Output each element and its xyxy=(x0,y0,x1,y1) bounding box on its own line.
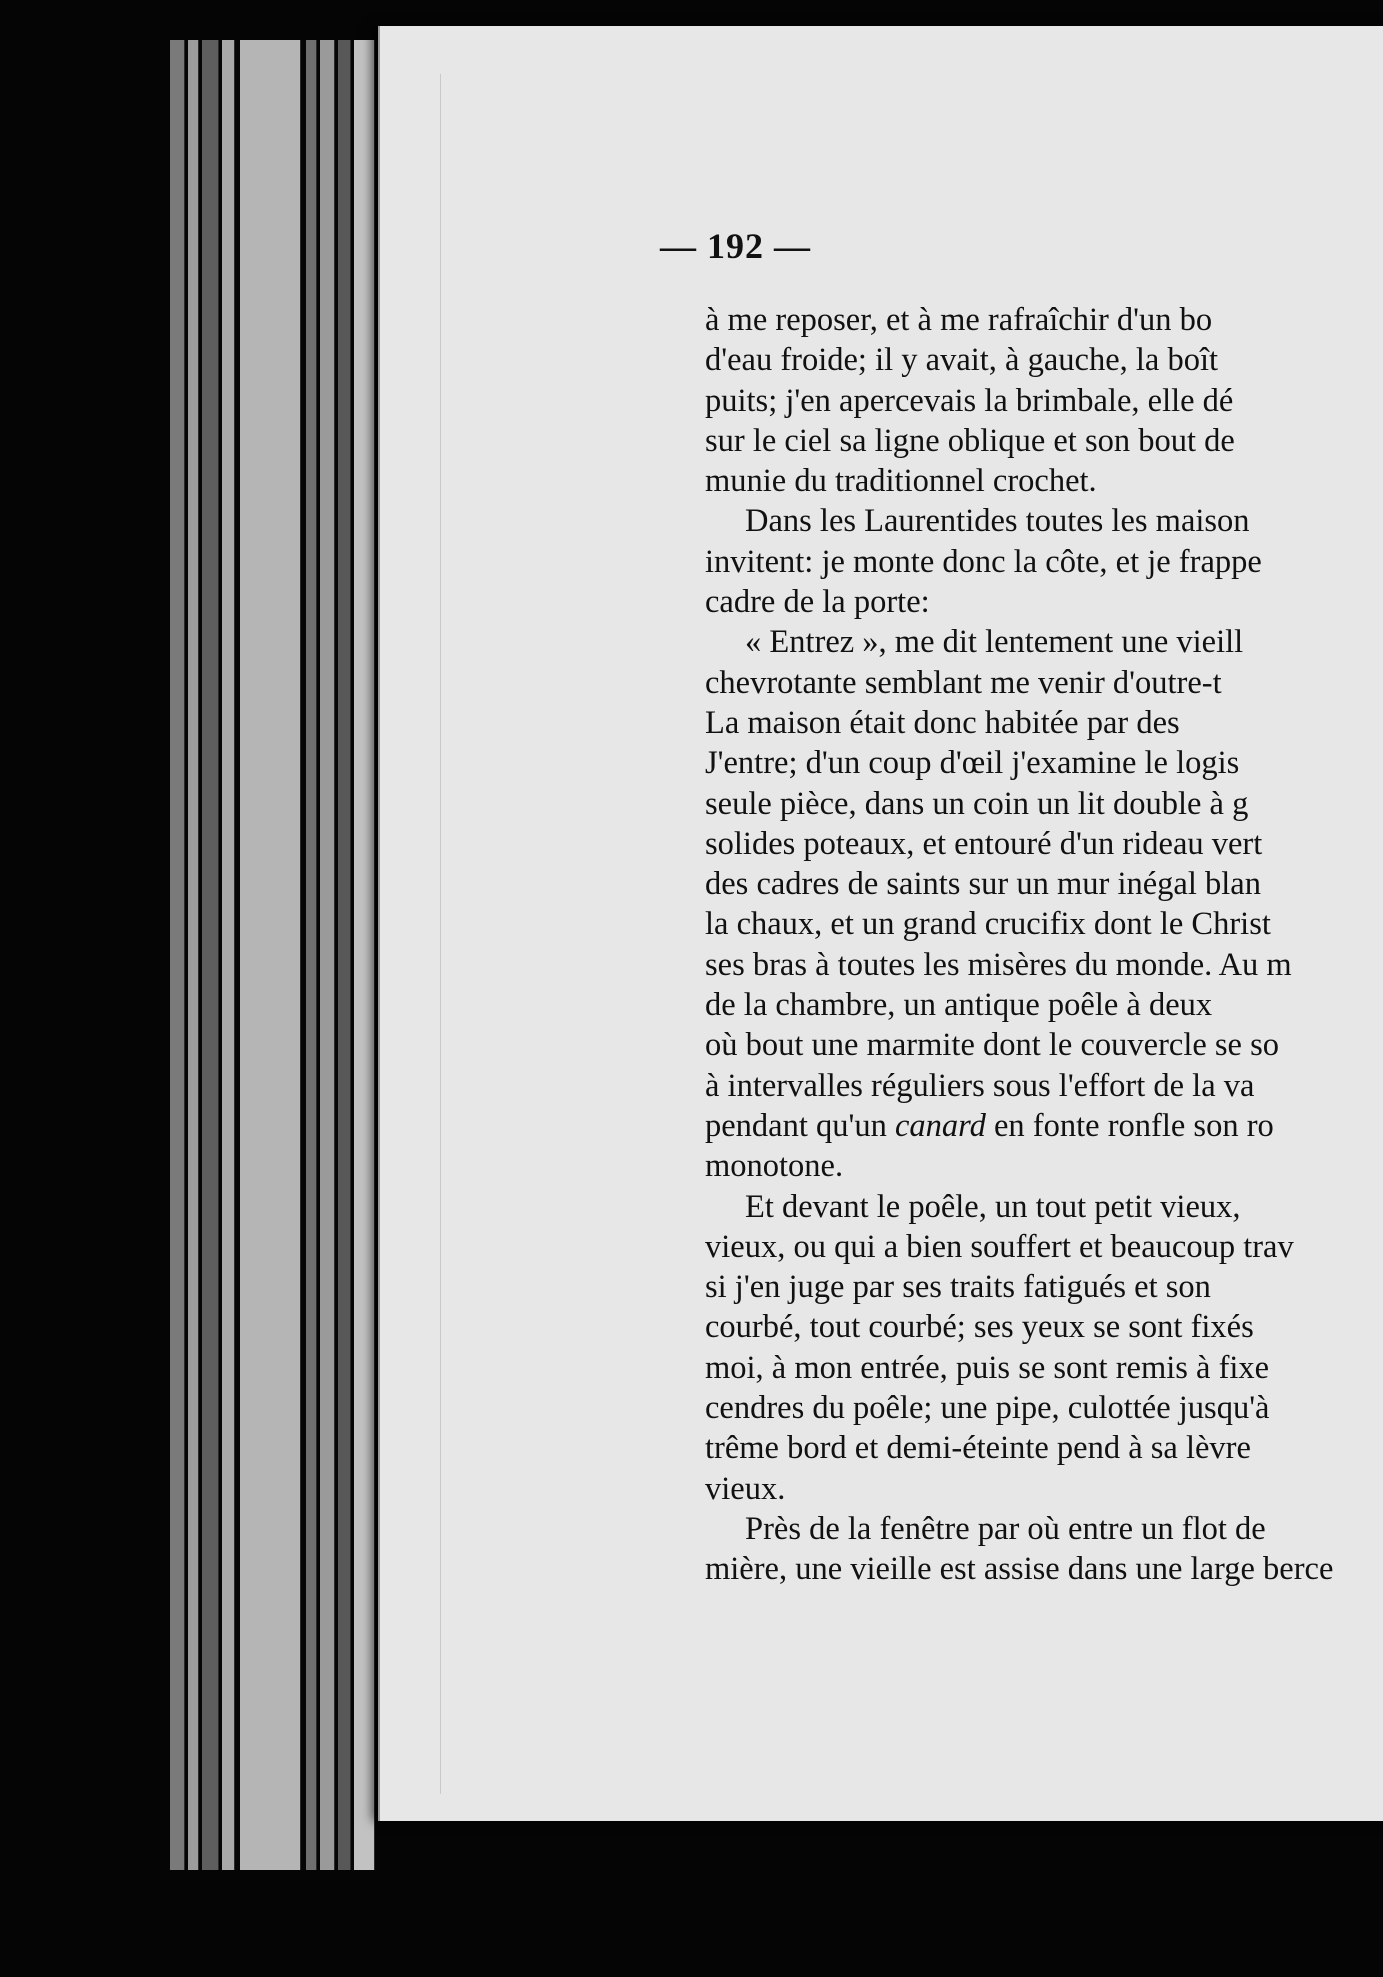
text-line: à me reposer, et à me rafraîchir d'un bo xyxy=(705,302,1213,338)
page-number: — 192 — xyxy=(660,226,811,266)
text-line: chevrotante semblant me venir d'outre-t xyxy=(705,664,1222,701)
page-edge xyxy=(354,40,375,1870)
text-line: mière, une vieille est assise dans une large berce xyxy=(705,1551,1334,1588)
text-line xyxy=(705,1106,1383,1146)
text-line: moi, à mon entrée, puis se sont remis à fixe xyxy=(705,1349,1270,1386)
text-line: cendres du poêle; une pipe, culottée jusqu'à xyxy=(705,1390,1270,1427)
page-edge xyxy=(320,40,335,1870)
text-line: La maison était donc habitée par des xyxy=(705,704,1180,741)
italic-word: canard xyxy=(895,1107,986,1144)
body-text xyxy=(705,300,1383,1590)
text-line: courbé, tout courbé; ses yeux se sont fixés xyxy=(705,1309,1254,1346)
text-line: à intervalles réguliers sous l'effort de la va xyxy=(705,1067,1255,1104)
text-line: puits; j'en apercevais la brimbale, elle dé xyxy=(705,382,1234,419)
text-line: si j'en juge par ses traits fatigués et son xyxy=(705,1269,1211,1306)
text-line: solides poteaux, et entouré d'un rideau vert xyxy=(705,825,1263,862)
text-line: trême bord et demi-éteinte pend à sa lèvre xyxy=(705,1430,1251,1467)
text-line: Dans les Laurentides toutes les maison xyxy=(745,503,1250,540)
text-line: cadre de la porte: xyxy=(705,584,930,621)
text-line: où bout une marmite dont le couvercle se so xyxy=(705,1027,1280,1064)
text-line: J'entre; d'un coup d'œil j'examine le logis xyxy=(705,745,1240,782)
page-edge xyxy=(202,40,219,1870)
text-line: munie du traditionnel crochet. xyxy=(705,463,1097,500)
text-line: ses bras à toutes les misères du monde. Au m xyxy=(705,946,1292,983)
text-line: invitent: je monte donc la côte, et je frappe xyxy=(705,543,1262,580)
text-line: « Entrez », me dit lentement une vieill xyxy=(745,624,1244,661)
text-line: vieux, ou qui a bien souffert et beaucoup trav xyxy=(705,1228,1294,1265)
text-line: monotone. xyxy=(705,1148,844,1185)
text-line: Près de la fenêtre par où entre un flot de xyxy=(745,1510,1266,1547)
text-segment: pendant qu'un xyxy=(705,1107,895,1144)
page-fold-line xyxy=(440,74,441,1794)
text-line: sur le ciel sa ligne oblique et son bout de xyxy=(705,422,1235,459)
text-line: Et devant le poêle, un tout petit vieux, xyxy=(745,1188,1241,1225)
text-line: seule pièce, dans un coin un lit double à g xyxy=(705,785,1249,822)
text-line: de la chambre, un antique poêle à deux xyxy=(705,987,1213,1024)
text-line: la chaux, et un grand crucifix dont le Christ xyxy=(705,906,1271,943)
text-line: d'eau froide; il y avait, à gauche, la boît xyxy=(705,342,1219,379)
page-edge xyxy=(338,40,351,1870)
page-edge xyxy=(306,40,317,1870)
page-edge xyxy=(188,40,199,1870)
page-edge xyxy=(170,40,185,1870)
page-edge xyxy=(240,40,301,1870)
page-edge xyxy=(222,40,235,1870)
text-line: des cadres de saints sur un mur inégal blan xyxy=(705,866,1261,903)
text-segment: en fonte ronfle son ro xyxy=(985,1107,1274,1144)
text-line: vieux. xyxy=(705,1470,786,1507)
